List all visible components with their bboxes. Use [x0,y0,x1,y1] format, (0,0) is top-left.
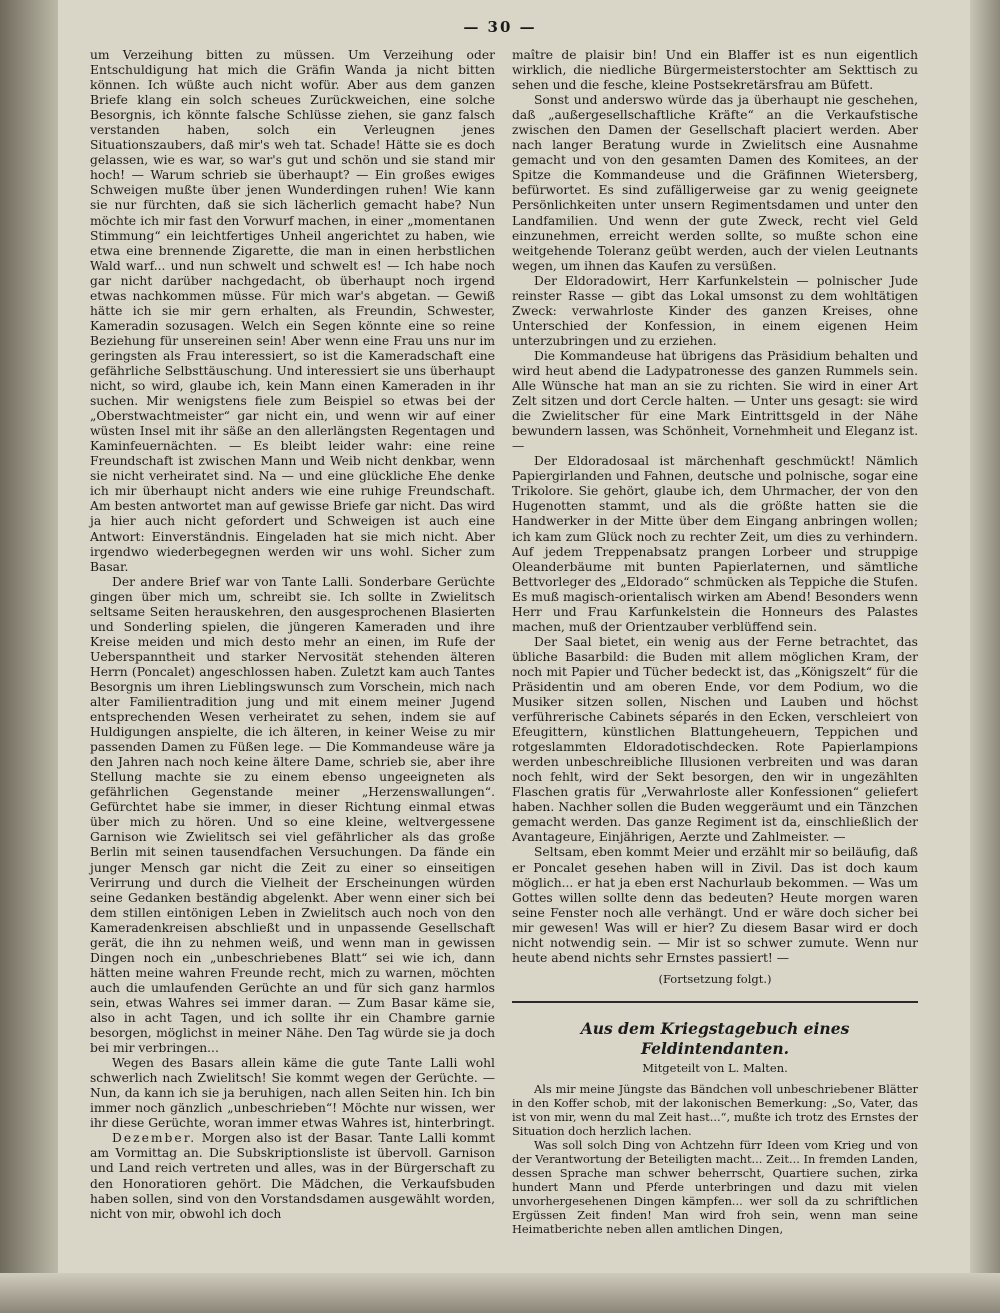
date-lead: Dezember. [112,1131,197,1146]
scan-edge-bottom [0,1273,1000,1313]
right-column [512,48,918,1236]
left-column [90,48,495,1222]
scan-edge-left [0,0,58,1313]
article-title: Aus dem Kriegstagebuch eines Feldintendanten. [580,1018,850,1058]
article-paragraph-2: Was soll solch Ding von Achtzehn fürr Ideen vom Krieg und von der Verantwortung der Beteiligten macht... Zeit... In fremden Landen, dessen Sprache man schwer beherrscht, Quartiere suchen, zirka hundert Mann und Pferde unterbringen und dazu mit vielen unvorhergesehenen Dingen kämpfen... wer soll da zu schriftlichen Ergüssen Zeit finden! Man wird froh sein, wenn man seine Heimatberichte neben allen amtlichen Dingen, [512,1137,918,1236]
right-paragraph-3: Der Eldoradowirt, Herr Karfunkelstein — polnischer Jude reinster Rasse — gibt das Lokal umsonst zu dem wohltätigen Zweck: verwahrloste Kinder des ganzen Kreises, ohne Unterschied der Konfession, in einem eigenen Heim unterzubringen und zu erziehen. [512,273,918,348]
right-paragraph-7: Seltsam, eben kommt Meier und erzählt mir so beiläufig, daß er Poncalet gesehen haben will in Zivil. Das ist doch kaum möglich... er hat ja eben erst Nachurlaub bekommen. — Was um Gottes willen sollte denn das bedeuten? Heute morgen waren seine Fenster noch alle verhängt. Und er wäre doch sicher bei mir gewesen! Was will er hier? Zu diesem Basar wird er doch nicht notwendig sein. — Mir ist so schwer zumute. Wenn nur heute abend nichts sehr Ernstes passiert! — [512,845,918,965]
left-paragraph-2: Der andere Brief war von Tante Lalli. Sonderbare Gerüchte gingen über mich um, schreibt sie. Ich sollte in Zwielitsch seltsame Seiten herauskehren, den ausgesprochenen Blasierten und Sonderling spielen, die jüngeren Kameraden und ihre Kreise meiden und mich desto mehr an einen, im Rufe der Ueberspanntheit und starker Nervosität stehenden älteren Herrn (Poncalet) angeschlossen haben. Zuletzt kam auch Tantes Besorgnis um ihren Lieblingswunsch zum Vorschein, mich nach alter Familientradition jung und mit einem meiner Jugend entsprechenden Wesen verheiratet zu sehen, indem sie auf Huldigungen anspielte, die ich älteren, in keiner Weise zu mir passenden Damen zu Füßen lege. — Die Kommandeuse wäre ja den Jahren nach noch keine ältere Dame, schrieb sie, aber ihre Stellung machte sie zu einem ebenso ungeeigneten als gefährlichen Gegenstande meiner „Herzenswallungen“. Gefürchtet habe sie immer, in dieser Richtung einmal etwas über mich zu hören. Und so eine kleine, weltvergessene Garnison wie Zwielitsch sei viel gefährlicher als das große Berlin mit seinen tausendfachen Versuchungen. Da fände ein junger Mensch gar nicht die Zeit zu einer so einseitigen Verirrung und durch die Vielheit der Erscheinungen würden seine Gedanken beständig abgelenkt. Aber wenn einer sich bei dem stillen eintönigen Leben in Zwielitsch auch noch von den Kameradenkreisen abschließt und in unpassende Gesellschaft gerät, die ihn zu nehmen weiß, und wenn man in gewissen Dingen noch ein „unbeschriebenes Blatt“ sei wie ich, dann hätten meine wahren Freunde recht, mich zu warnen, möchten auch die umlaufenden Gerüchte an und für sich ganz harmlos sein, etwas Wahres sei immer daran. — Zum Basar käme sie, also in acht Tagen, und ich sollte ihr ein Chambre garnie besorgen, möglichst in meiner Nähe. Den Tag würde sie ja doch bei mir verbringen... [90,574,495,1056]
page-number: — 30 — [463,18,537,36]
left-paragraph-3: Wegen des Basars allein käme die gute Tante Lalli wohl schwerlich nach Zwielitsch! Sie kommt wegen der Gerüchte. — Nun, da kann ich sie ja beruhigen, nach allen Seiten hin. Ich bin immer noch gänzlich „unbeschrieben“! Möchte nur wissen, wer ihr diese Gerüchte, woran immer etwas Wahres ist, hinterbringt. [90,1056,495,1131]
continuation-note: (Fortsetzung folgt.) [658,971,772,986]
article-paragraph-1: Als mir meine Jüngste das Bändchen voll unbeschriebener Blätter in den Koffer schob, mit der lakonischen Bemerkung: „So, Vater, das ist von mir, wenn du mal Zeit hast...“, mußte ich trotz des Ernstes der Situation doch herzlich lachen. [512,1081,918,1138]
right-paragraph-5: Der Eldoradosaal ist märchenhaft geschmückt! Nämlich Papiergirlanden und Fahnen, deutsche und polnische, sogar eine Trikolore. Sie gehört, glaube ich, dem Uhrmacher, der von den Hugenotten stammt, und als die größte hatten sie die Handwerker in der Mitte über dem Eingang anbringen wollen; ich kam zum Glück noch zu rechter Zeit, um dies zu verhindern. Auf jedem Treppenabsatz prangen Lorbeer und struppige Oleanderbäume mit bunten Papierlaternen, und sämtliche Bettvorleger des „Eldorado“ schmücken als Teppiche die Stufen. Es muß magisch-orientalisch wirken am Abend! Besonders wenn Herr und Frau Karfunkelstein die Honneurs des Palastes machen, muß der Orientzauber verblüffend sein. [512,454,918,634]
right-paragraph-1: maître de plaisir bin! Und ein Blaffer ist es nun eigentlich wirklich, die niedliche Bürgermeisterstochter am Sekttisch zu sehen und die fesche, kleine Postsekretärsfrau am Büfett. [512,48,918,93]
right-paragraph-4: Die Kommandeuse hat übrigens das Präsidium behalten und wird heut abend die Ladypatronesse des ganzen Rummels sein. Alle Wünsche hat man an sie zu richten. Sie wird in einer Art Zelt sitzen und dort Cercle halten. — Unter uns gesagt: sie wird die Zwielitscher für eine Mark Eintrittsgeld in der Nähe bewundern lassen, was Schönheit, Vornehmheit und Eleganz ist. — [512,348,918,454]
scan-edge-right [970,0,1000,1313]
right-paragraph-2: Sonst und anderswo würde das ja überhaupt nie geschehen, daß „außergesellschaftliche Kräfte“ an die Verkaufstische zwischen den Damen der Gesellschaft placiert werden. Aber nach langer Beratung wurde in Zwielitsch eine Ausnahme gemacht und von den gesamten Damen des Komitees, an der Spitze die Kommandeuse und die Gräfinnen Wietersberg, befürwortet. Es sind zufälligerweise gar zu wenig geeignete Persönlichkeiten unter unsern Regimentsdamen und unter den Landfamilien. Und wenn der gute Zweck, recht viel Geld einzunehmen, erreicht werden sollte, so mußte schon eine weitgehende Toleranz geübt werden, auch der vielen Leutnants wegen, um ihnen das Kaufen zu versüßen. [512,93,918,273]
article-byline: Mitgeteilt von L. Malten. [642,1060,788,1075]
left-paragraph-4 [90,1131,495,1221]
date-entry-text: Morgen also ist der Basar. Tante Lalli kommt am Vormittag an. Die Subskriptionsliste ist übervoll. Garnison und Land reich vertreten und alles, was in der Bürgerschaft zu den Honoratioren gehört. Die Mädchen, die Verkaufsbuden haben sollen, sind von den Vorstandsdamen ausgewählt worden, nicht von mir, obwohl ich doch [90,1131,495,1221]
section-divider [512,1001,918,1003]
left-paragraph-1: um Verzeihung bitten zu müssen. Um Verzeihung oder Entschuldigung hat mich die Gräfin Wanda ja nicht bitten können. Ich wüßte auch nicht wofür. Aber aus dem ganzen Briefe klang ein solch scheues Zurückweichen, eine solche Besorgnis, ich könnte falsche Schlüsse ziehen, sie ganz falsch verstanden haben, solch ein Verleugnen jenes Situationszaubers, daß mir's weh tat. Schade! Hätte sie es doch gelassen, wie es war, so war's gut und schön und sie stand mir hoch! — Warum schrieb sie überhaupt? — Ein großes ewiges Schweigen mußte über jenen Wunderdingen ruhen! Wie kann sie nur fürchten, daß sie sich lächerlich gemacht habe? Nun möchte ich mir fast den Vorwurf machen, in einer „momentanen Stimmung“ ein leichtfertiges Unheil angerichtet zu haben, wie etwa eine brennende Zigarette, die man in einen herbstlichen Wald warf... und nun schwelt und schwelt es! — Ich habe noch gar nicht darüber nachgedacht, ob überhaupt noch irgend etwas nachkommen müsse. Für mich war's abgetan. — Gewiß hätte ich sie mir gern erhalten, als Freundin, Schwester, Kameradin sozusagen. Welch ein Segen könnte eine so reine Beziehung für unsereinen sein! Aber wenn eine Frau uns nur im geringsten als Frau interessiert, so ist die Kameradschaft eine gefährliche Selbsttäuschung. Und interessiert sie uns überhaupt nicht, so wird, glaube ich, kein Mann einen Kameraden in ihr suchen. Mir wenigstens fiele zum Beispiel so etwas bei der „Oberstwachtmeister“ gar nicht ein, und wenn wir auf einer wüsten Insel mit ihr säße an den allerlängsten Regentagen und Kaminfeuernächten. — Es bleibt leider wahr: eine reine Freundschaft ist zwischen Mann und Weib nicht denkbar, wenn sie nicht verheiratet sind. Na — und eine glückliche Ehe denke ich mir überhaupt nicht anders wie eine ruhige Freundschaft. Am besten antwortet man auf gewisse Briefe gar nicht. Das wird ja hier auch nicht gefordert und Schweigen ist auch eine Antwort: Einverständnis. Eingeladen hat sie mich nicht. Aber irgendwo wiederbegegnen werden wir uns wohl. Sicher zum Basar. [90,48,495,574]
right-paragraph-6: Der Saal bietet, ein wenig aus der Ferne betrachtet, das übliche Basarbild: die Buden mit allem möglichen Kram, der noch mit Papier und Tücher bedeckt ist, das „Königszelt“ für die Präsidentin und am oberen Ende, vor dem Podium, wo die Musiker sitzen sollen, Nischen und Lauben und höchst verführerische Cabinets séparés in den Ecken, verschleiert von Efeugittern, künstlichen Blattungeheuern, Teppichen und rotgeslammten Eldoradotischdecken. Rote Papierlampions werden unbeschreibliche Illusionen verbreiten und was daran noch fehlt, wird der Sekt besorgen, den wir in ungezählten Flaschen gratis für „Verwahrloste aller Konfessionen“ geliefert haben. Nachher sollen die Buden weggeräumt und ein Tänzchen gemacht werden. Das ganze Regiment ist da, einschließlich der Avantageure, Einjährigen, Aerzte und Zahlmeister. — [512,634,918,845]
